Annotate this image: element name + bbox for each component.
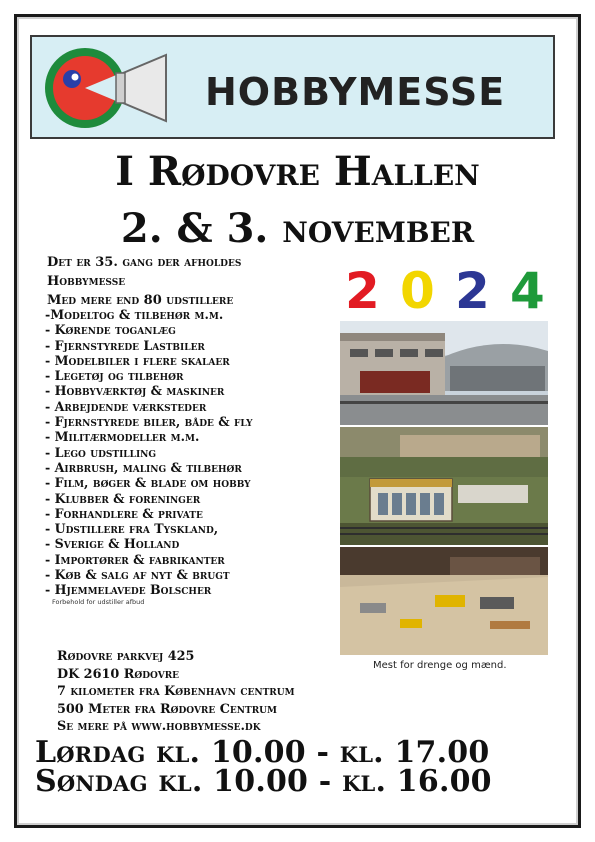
- exhibit-list: [45, 307, 253, 598]
- kl-label: kl.: [342, 764, 387, 799]
- address-line: Rødovre parkvej 425: [57, 649, 195, 664]
- hall-exterior-photo: [340, 321, 548, 425]
- address-line: DK 2610 Rødovre: [57, 666, 180, 682]
- list-item: - Sverige & Holland: [45, 536, 180, 552]
- headline-venue: I Rødovre Hallen: [115, 148, 480, 195]
- headline-dates: 2. & 3. november: [120, 205, 475, 252]
- list-item: - Importører & fabrikanter: [45, 551, 225, 567]
- photo-caption: Mest for drenge og mænd.: [373, 660, 507, 671]
- list-item: - Forhandlere & private: [45, 505, 203, 521]
- list-item: - Fjernstyrede biler, både & fly: [45, 414, 253, 430]
- intro-line: Hobbymesse: [47, 274, 126, 289]
- list-item: - Fjernstyrede Lastbiler: [45, 337, 205, 353]
- kl-label: kl.: [158, 764, 203, 799]
- list-item: - Hobbyværktøj & maskiner: [45, 383, 225, 399]
- opening-hours-sunday: [35, 764, 492, 799]
- address-line: 500 Meter fra Rødovre Centrum: [57, 701, 277, 717]
- intro-line: Med mere end 80 udstillere: [47, 293, 234, 308]
- time-to: 17.00: [394, 735, 490, 770]
- list-item: - Militærmodeller m.m.: [45, 429, 200, 445]
- list-item: - Lego udstilling: [45, 444, 157, 460]
- year-digit: 2: [455, 262, 490, 320]
- day-label: Søndag: [35, 764, 148, 799]
- address-block: [57, 648, 295, 736]
- disclaimer-note: Forbehold for udstiller afbud: [52, 598, 145, 606]
- model-railway-photo: [340, 427, 548, 545]
- year-digit: 0: [400, 262, 435, 320]
- banner-title: HOBBYMESSE: [205, 70, 506, 114]
- website-text: Se mere på www.hobbymesse.dk: [57, 719, 261, 734]
- list-item: - Modelbiler i flere skalaer: [45, 352, 230, 368]
- intro-line: Det er 35. gang der afholdes: [47, 255, 242, 270]
- list-item: - Arbejdende værksteder: [45, 398, 207, 414]
- list-item: - Film, bøger & blade om hobby: [45, 475, 251, 491]
- list-item: - Udstillere fra Tyskland,: [45, 521, 219, 537]
- year-digit: 2: [345, 262, 380, 320]
- address-line: 7 kilometer fra København centrum: [57, 684, 295, 699]
- time-separator: -: [308, 764, 343, 799]
- hobbymesse-logo: [38, 43, 173, 133]
- time-to: 16.00: [396, 764, 492, 799]
- rc-trucks-photo: [340, 547, 548, 655]
- list-item: - Airbrush, maling & tilbehør: [45, 459, 242, 475]
- time-from: 10.00: [213, 764, 309, 799]
- kl-label: kl.: [339, 735, 384, 770]
- year-2024: [345, 262, 555, 322]
- day-label: Lørdag: [35, 735, 146, 770]
- year-digit: 4: [510, 262, 545, 320]
- list-item: - Køb & salg af nyt & brugt: [45, 567, 230, 583]
- kl-label: kl.: [156, 735, 201, 770]
- intro-text: [47, 253, 241, 310]
- list-item: - Legetøj og tilbehør: [45, 368, 184, 384]
- list-item: - Hjemmelavede Bolscher: [45, 582, 212, 598]
- time-from: 10.00: [210, 735, 306, 770]
- time-separator: -: [305, 735, 340, 770]
- list-item: - Klubber & foreninger: [45, 490, 201, 506]
- list-item: -Modeltog & tilbehør m.m.: [45, 307, 224, 322]
- list-item: - Kørende toganlæg: [45, 322, 176, 338]
